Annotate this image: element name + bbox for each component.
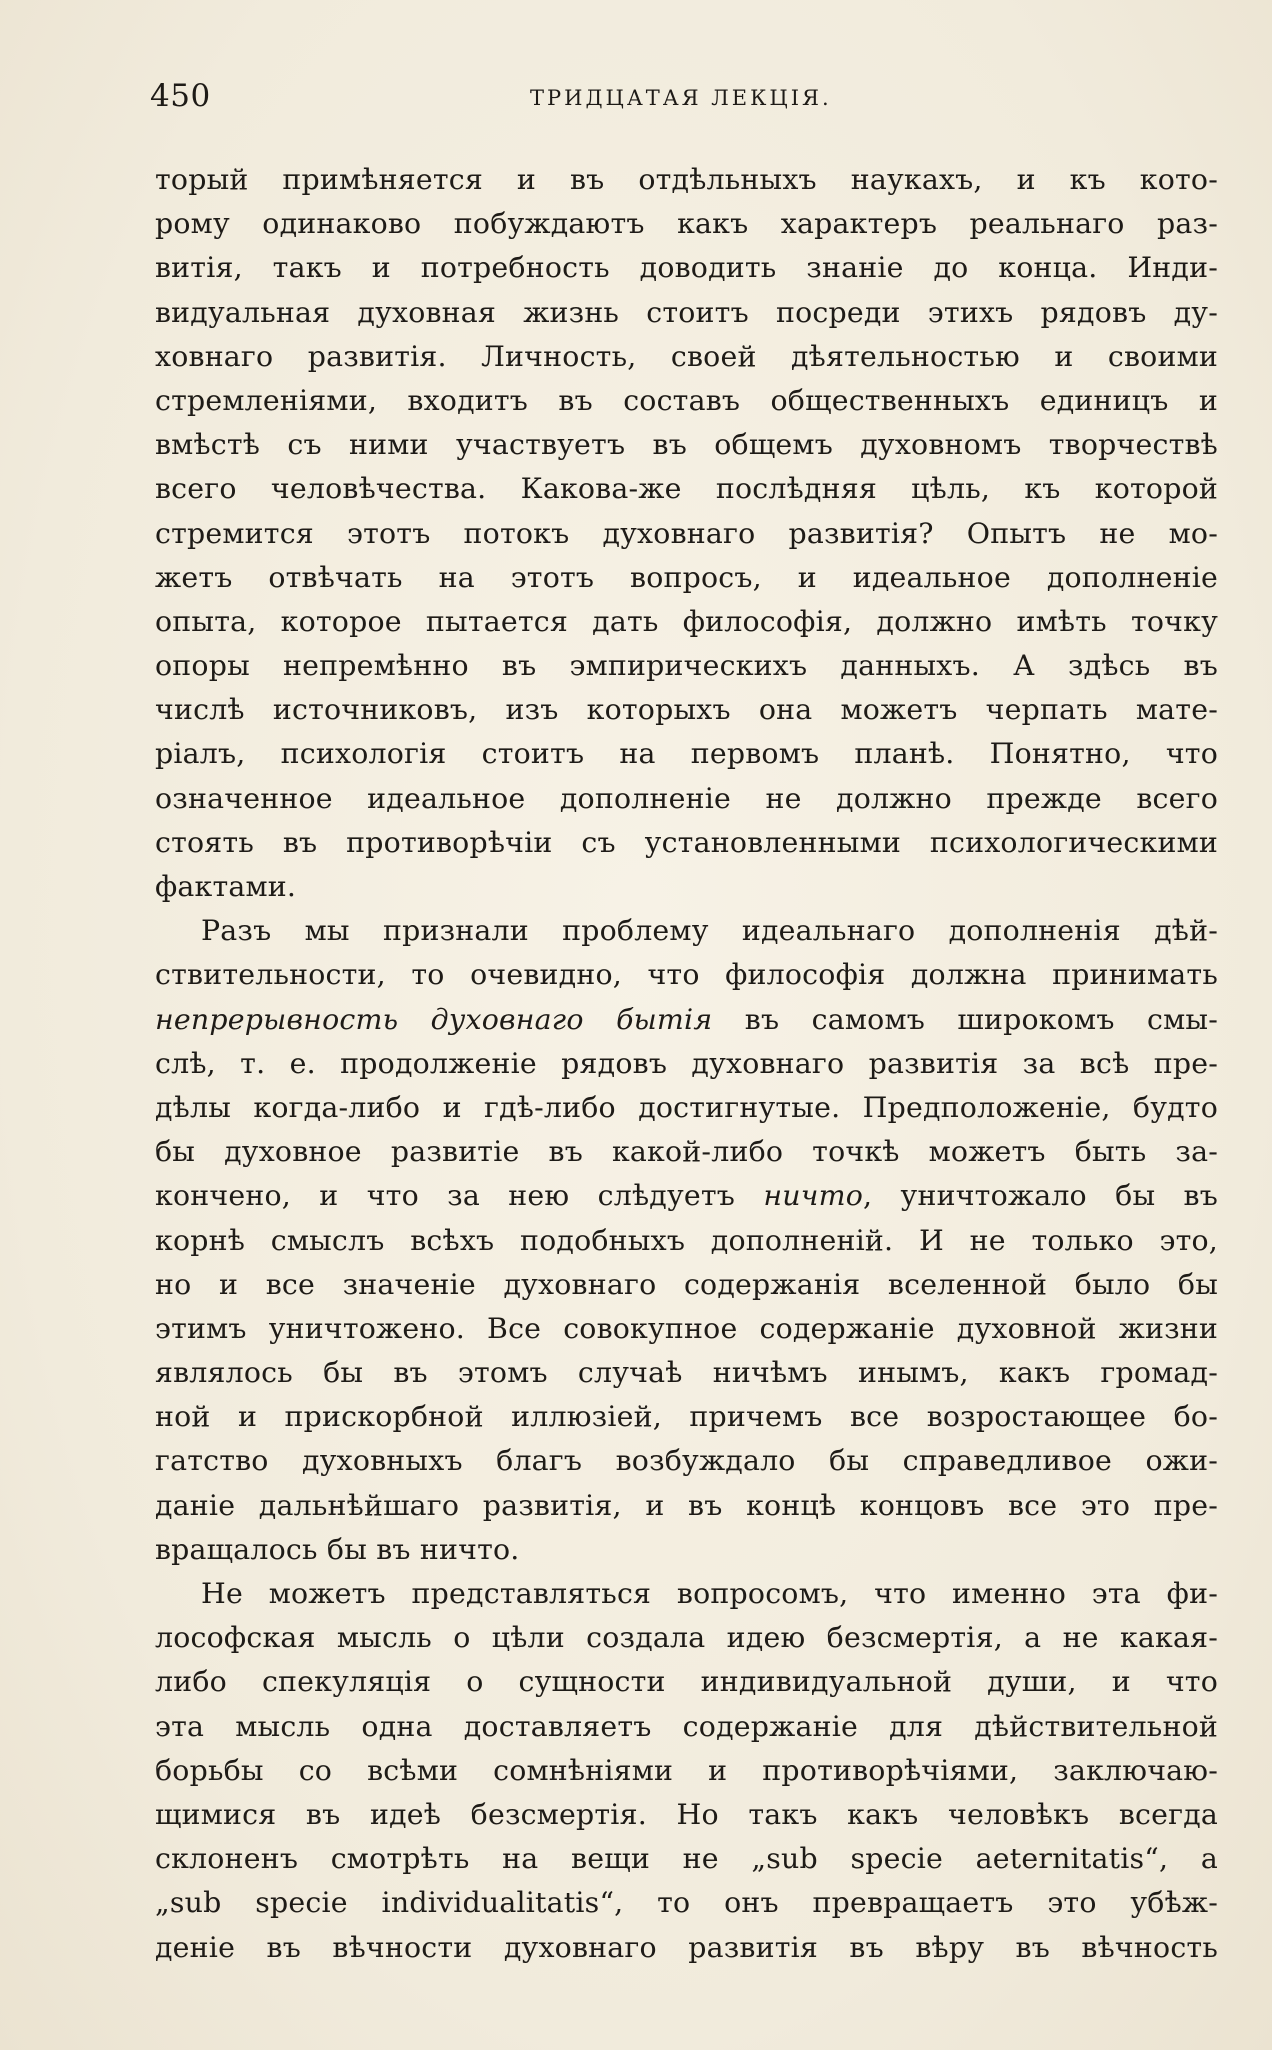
- text-line: стремится этотъ потокъ духовнаго развитія? Опытъ не мо-: [155, 516, 1218, 550]
- text-line: эта мысль одна доставляетъ содержаніе для дѣйствительной: [155, 1709, 1218, 1743]
- text-line: являлось бы въ этомъ случаѣ ничѣмъ инымъ, какъ громад-: [155, 1356, 1218, 1390]
- text-line: деніе въ вѣчности духовнаго развитія въ вѣру въ вѣчность: [155, 1930, 1218, 1964]
- text-line: [155, 998, 1218, 1042]
- text-line: щимися въ идеѣ безсмертія. Но такъ какъ человѣкъ всегда: [155, 1797, 1218, 1831]
- text-line: фактами.: [155, 870, 297, 903]
- text-line: опоры непремѣнно въ эмпирическихъ данныхъ. А здѣсь въ: [155, 649, 1218, 683]
- text-line: вращалось бы въ ничто.: [155, 1532, 520, 1566]
- text-line: даніе дальнѣйшаго развитія, и въ концѣ концовъ все это пре-: [155, 1488, 1218, 1522]
- text-line: „sub specie individualitatis“, то онъ превращаетъ это убѣж-: [155, 1886, 1218, 1920]
- text-line: всего человѣчества. Какова-же послѣдняя цѣль, къ которой: [155, 472, 1218, 506]
- page-number: 450: [150, 78, 211, 114]
- page-header: [150, 78, 1220, 118]
- text-line: [155, 1174, 1218, 1218]
- text-line: опыта, которое пытается дать философія, должно имѣть точку: [155, 604, 1218, 638]
- text-line: гатство духовныхъ благъ возбуждало бы справедливое ожи-: [155, 1444, 1218, 1478]
- text-line: видуальная духовная жизнь стоитъ посреди этихъ рядовъ ду-: [155, 295, 1218, 329]
- text-line: ной и прискорбной иллюзіей, причемъ все возростающее бо-: [155, 1400, 1218, 1434]
- text-line: жетъ отвѣчать на этотъ вопросъ, и идеальное дополненіе: [155, 560, 1218, 594]
- running-head: ТРИДЦАТАЯ ЛЕКЦIЯ.: [530, 86, 832, 110]
- text-line: слѣ, т. е. продолженіе рядовъ духовнаго развитія за всѣ пре-: [155, 1046, 1218, 1080]
- text-fragment: въ самомъ широкомъ смы-: [712, 1002, 1218, 1036]
- text-line: корнѣ смыслъ всѣхъ подобныхъ дополненій. И не только это,: [155, 1223, 1218, 1257]
- text-line: борьбы со всѣми сомнѣніями и противорѣчіями, заключаю-: [155, 1753, 1218, 1787]
- paragraph-first-line: Разъ мы признали проблему идеальнаго дополненія дѣй-: [201, 914, 1218, 948]
- text-fragment: , уничтожало бы въ: [863, 1179, 1218, 1213]
- text-line: витія, такъ и потребность доводить знаніе до конца. Инди-: [155, 251, 1218, 285]
- text-line: означенное идеальное дополненіе не должно прежде всего: [155, 781, 1218, 815]
- text-line: стоять въ противорѣчіи съ установленными психологическими: [155, 825, 1218, 859]
- text-fragment: кончено, и что за нею слѣдуетъ: [155, 1179, 764, 1213]
- paragraph-first-line: Не можетъ представляться вопросомъ, что именно эта фи-: [201, 1577, 1218, 1610]
- text-line: ствительности, то очевидно, что философія должна принимать: [155, 958, 1218, 992]
- text-line: склоненъ смотрѣть на вещи не „sub specie aeternitatis“, а: [155, 1842, 1218, 1876]
- text-line: числѣ источниковъ, изъ которыхъ она можетъ черпать мате-: [155, 693, 1218, 727]
- text-line: торый примѣняется и въ отдѣльныхъ наукахъ, и къ кото-: [155, 163, 1218, 196]
- text-line: рому одинаково побуждаютъ какъ характеръ реальнаго раз-: [155, 207, 1218, 241]
- italic-word: ничто: [763, 1179, 864, 1213]
- text-line: этимъ уничтожено. Все совокупное содержаніе духовной жизни: [155, 1311, 1218, 1345]
- text-line: бы духовное развитіе въ какой-либо точкѣ можетъ быть за-: [155, 1135, 1218, 1169]
- text-line: дѣлы когда-либо и гдѣ-либо достигнутые. Предположеніе, будто: [155, 1090, 1218, 1124]
- body-text: [155, 158, 1218, 1970]
- italic-phrase: непрерывность духовнаго бытія: [155, 1002, 713, 1036]
- text-line: лософская мысль о цѣли создала идею безсмертія, а не какая-: [155, 1621, 1218, 1655]
- text-line: стремленіями, входитъ въ составъ общественныхъ единицъ и: [155, 383, 1218, 417]
- text-line: либо спекуляція о сущности индивидуальной души, и что: [155, 1665, 1218, 1699]
- text-line: но и все значеніе духовнаго содержанія вселенной было бы: [155, 1267, 1218, 1301]
- text-line: ріалъ, психологія стоитъ на первомъ планѣ. Понятно, что: [155, 737, 1218, 771]
- text-line: ховнаго развитія. Личность, своей дѣятельностью и своими: [155, 339, 1218, 373]
- text-line: вмѣстѣ съ ними участвуетъ въ общемъ духовномъ творчествѣ: [155, 428, 1218, 462]
